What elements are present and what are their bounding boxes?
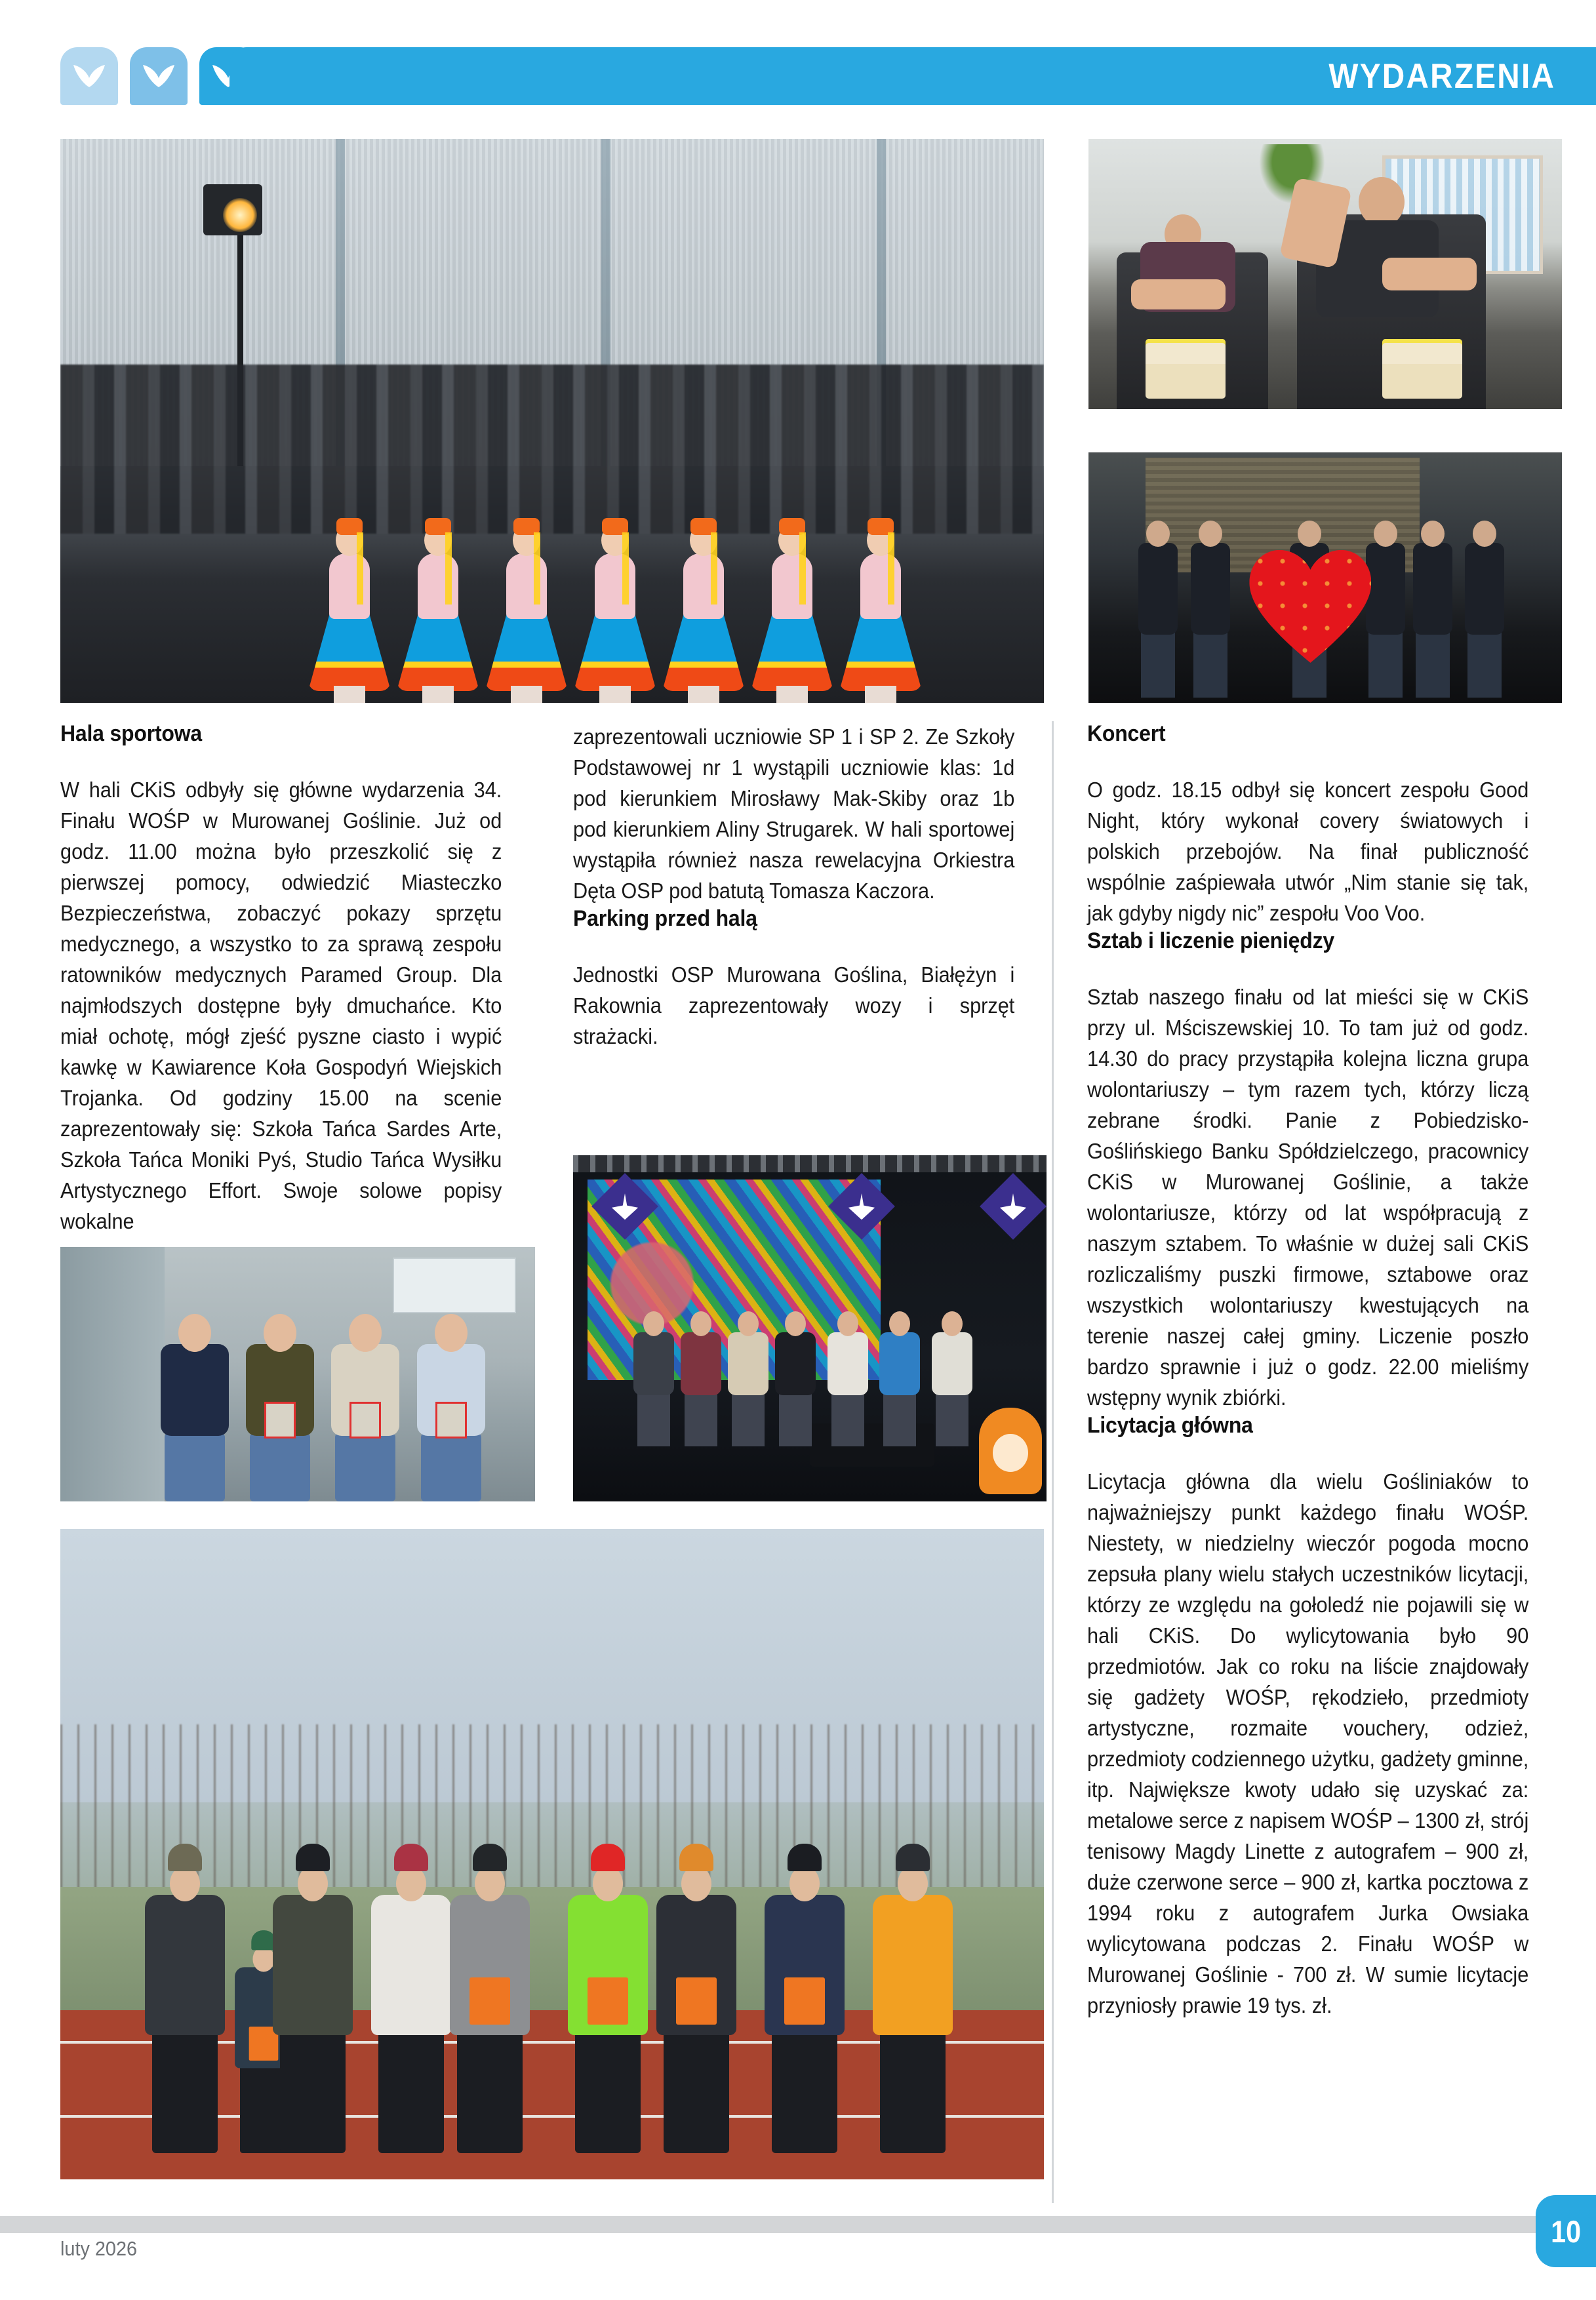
paragraph-koncert: O godz. 18.15 odbył się koncert zespołu Good Night, który wykonał covery światowych i polskich przebojów. Na finał publiczność wspólnie zaśpiewała utwór „Nim stanie się tak, jak gdyby nigdy nic” zespołu Voo Voo. xyxy=(1087,778,1529,925)
section-heading-hala-sportowa: Hala sportowa xyxy=(60,721,203,746)
blood-donation-photo xyxy=(1088,139,1562,409)
column-one xyxy=(60,721,535,1237)
section-heading-licytacja-glowna: Licytacja główna xyxy=(1087,1413,1253,1438)
page-number-tab xyxy=(1536,2195,1596,2267)
paragraph-licytacja-glowna: Licytacja główna dla wielu Gośliniaków to najważniejszy punkt każdego finału WOŚP. Niestety, w niedzielny wieczór pogoda mocno zepsuła plany wielu stałych uczestników licytacji, którzy ze względu na gołoledź nie pojawili się w hali CKiS. Do wylicytowania było 90 przedmiotów. Jak co roku na liście znajdowały się gadżety WOŚP, rękodzieło, przedmioty artystyczne, rozmaite vouchery, odzież, przedmioty codziennego użytku, gadżety gminne, itp. Największe kwoty udało się uzyskać za: metalowe serce z napisem WOŚP – 1300 zł, strój tenisowy Magdy Linette z autografem – 900 zł, duże czerwone serce – 900 zł, kartka pocztowa z 1994 roku z autografem Jurka Owsiaka wylicytowana podczas 2. Finału WOŚP w Murowanej Goślinie - 700 zł. W sumie licytacje przyniosły prawie 19 tys. zł. xyxy=(1087,1469,1529,2017)
volunteers-boxes-photo xyxy=(60,1247,535,1501)
column-divider xyxy=(1052,721,1054,2203)
footer-issue-date: luty 2026 xyxy=(60,2237,138,2260)
section-heading-parking-przed-hala: Parking przed halą xyxy=(573,906,757,931)
column-three xyxy=(1087,721,1562,2021)
logo-group xyxy=(60,47,257,105)
section-heading-sztab-i-liczenie-pieniedzy: Sztab i liczenie pieniędzy xyxy=(1087,928,1334,953)
paragraph-hala-sportowa-continued: zaprezentowali uczniowie SP 1 i SP 2. Ze Szkoły Podstawowej nr 1 wystąpili uczniowie klas: 1d pod kierunkiem Mirosławy Mak-Skiby oraz 1b pod kierunkiem Aliny Strugarek. W hali sportowej wystąpiła również nasza rewelacyjna Orkiestra Dęta OSP pod batutą Tomasza Kaczora. xyxy=(573,724,1015,903)
chevron-down-v-icon xyxy=(130,47,188,105)
section-heading-koncert: Koncert xyxy=(1087,721,1166,746)
chevron-down-v-icon xyxy=(60,47,118,105)
column-two xyxy=(573,721,1048,1052)
volunteers-heart-photo xyxy=(1088,452,1562,703)
paragraph-sztab-i-liczenie-pieniedzy: Sztab naszego finału od lat mieści się w CKiS przy ul. Mściszewskiej 10. To tam już od godz. 14.30 do pracy przystąpiła kolejna liczna grupa wolontariuszy – tym razem tych, którzy liczą zebrane środki. Panie z Pobiedzisko-Goślińskiego Banku Spółdzielczego, pracownicy CKiS w Murowanej Goślinie, a także wolontariusze, którzy od lat współpracują z naszym sztabem. To właśnie w dużej sali CKiS rozliczaliśmy puszki firmowe, sztabowe oraz wszystkich wolontariuszy kwestujących na terenie naszej całej gminy. Liczenie poszło bardzo sprawnie i już o godz. 22.00 mieliśmy wstępny wynik zbiórki. xyxy=(1087,985,1529,1410)
paragraph-parking-przed-hala: Jednostki OSP Murowana Goślina, Białężyn i Rakownia zaprezentowały wozy i sprzęt strażacki. xyxy=(573,962,1015,1048)
stage-singers-photo xyxy=(573,1155,1047,1501)
page-title: WYDARZENIA xyxy=(1328,56,1555,96)
dance-performance-photo xyxy=(60,139,1044,703)
running-track-photo xyxy=(60,1529,1044,2179)
section-header-bar xyxy=(229,47,1596,105)
paragraph-hala-sportowa: W hali CKiS odbyły się główne wydarzenia 34. Finału WOŚP w Murowanej Goślinie. Już od godz. 11.00 można było przeszkolić się z pierwszej pomocy, odwiedzić Miasteczko Bezpieczeństwa, zobaczyć pokazy sprzętu medycznego, a wszystko to za sprawą zespołu ratowników medycznych Paramed Group. Dla najmłodszych dostępne były dmuchańce. Kto miał ochotę, mógł zjeść pyszne ciasto i wypić kawkę w Kawiarence Koła Gospodyń Wiejskich Trojanka. Od godziny 15.00 na scenie zaprezentowały się: Szkoła Tańca Sardes Arte, Szkoła Tańca Moniki Pyś, Studio Tańca Wysiłku Artystycznego Effort. Swoje solowe popisy wokalne xyxy=(60,778,502,1233)
page-number: 10 xyxy=(1550,2213,1582,2249)
page-header xyxy=(0,41,1596,113)
footer-rule xyxy=(0,2216,1596,2233)
